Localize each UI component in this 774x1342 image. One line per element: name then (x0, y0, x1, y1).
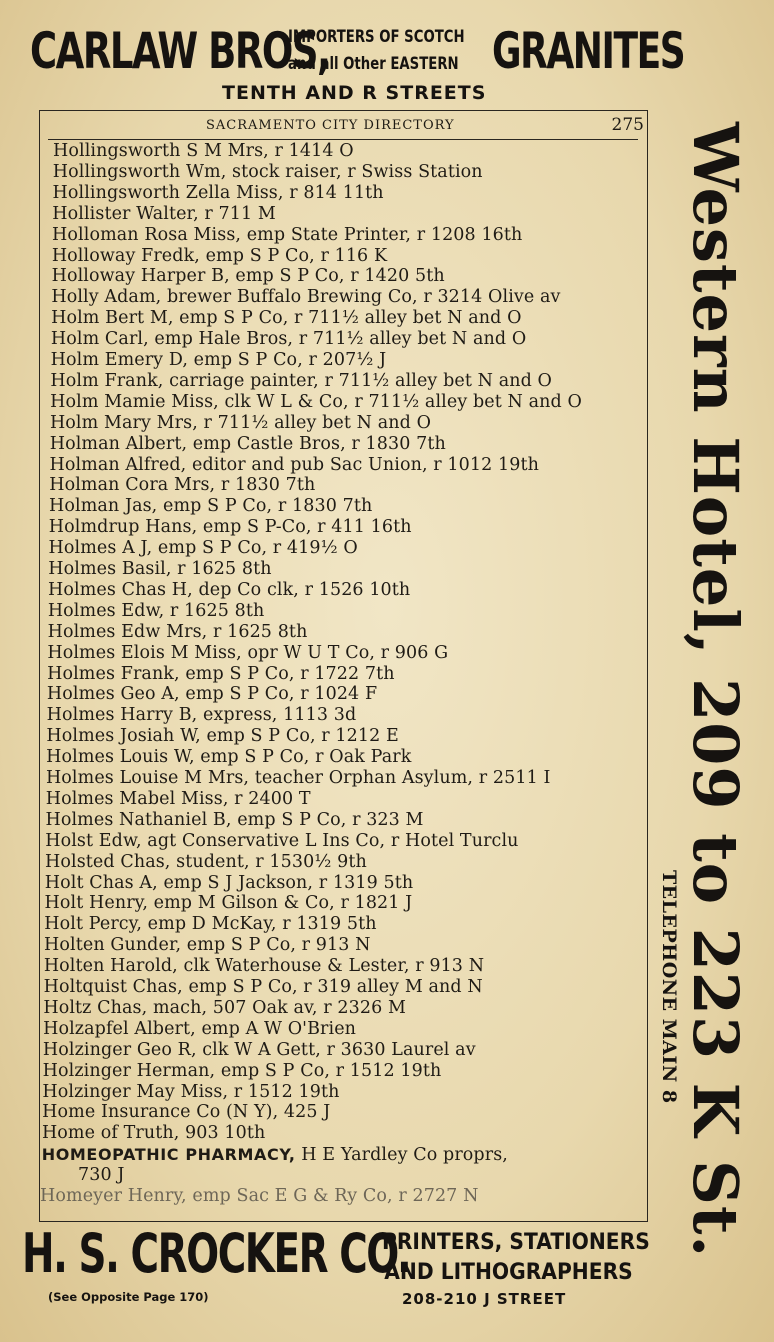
top-ad-company-name: CARLAW BROS, (30, 22, 330, 80)
bottom-ad-line1: PRINTERS, STATIONERS (382, 1230, 650, 1255)
list-item: Holmes Elois M Miss, opr W U T Co, r 906 G (47, 642, 449, 663)
list-item: Holman Albert, emp Castle Bros, r 1830 7th (49, 433, 446, 454)
list-item: Holmes Nathaniel B, emp S P Co, r 323 M (45, 809, 424, 830)
list-item: Holmes Louis W, emp S P Co, r Oak Park (46, 747, 412, 768)
top-ad-address: TENTH AND R STREETS (222, 82, 487, 104)
list-item: Home of Truth, 903 10th (41, 1123, 266, 1144)
list-item: Holmes A J, emp S P Co, r 419½ O (48, 538, 358, 559)
list-item: Holten Harold, clk Waterhouse & Lester, r 913 N (43, 956, 485, 977)
list-item: Holmes Basil, r 1625 8th (48, 559, 272, 579)
directory-title: SACRAMENTO CITY DIRECTORY (206, 118, 455, 133)
list-item: Holmes Mabel Miss, r 2400 T (45, 788, 311, 809)
list-item: Holsted Chas, student, r 1530½ 9th (45, 851, 367, 872)
list-item: Hollingsworth Wm, stock raiser, r Swiss Station (52, 161, 483, 182)
list-item: Holm Mary Mrs, r 711½ alley bet N and O (49, 412, 432, 433)
bottom-ad-line2: AND LITHOGRAPHERS (384, 1260, 633, 1285)
list-item: Holmes Louise M Mrs, teacher Orphan Asylum, r 2511 I (45, 768, 551, 788)
list-item: Holmes Frank, emp S P Co, r 1722 7th (47, 663, 395, 684)
list-item: Holly Adam, brewer Buffalo Brewing Co, r 3214 Olive av (51, 287, 561, 308)
list-item: Holzinger Geo R, clk W A Gett, r 3630 Laurel av (42, 1039, 476, 1060)
top-ad-product: GRANITES (492, 22, 685, 80)
list-item: Holm Carl, emp Hale Bros, r 711½ alley bet N and O (50, 329, 527, 350)
page-number: 275 (611, 115, 644, 135)
list-item: Holmes Josiah W, emp S P Co, r 1212 E (46, 726, 399, 747)
list-item: Holmes Chas H, dep Co clk, r 1526 10th (48, 579, 411, 600)
list-item: Holmes Geo A, emp S P Co, r 1024 F (46, 684, 378, 705)
list-item: Holzapfel Albert, emp A W O'Brien (43, 1018, 357, 1039)
list-item: Holt Percy, emp D McKay, r 1319 5th (44, 914, 377, 935)
list-item: Holzinger May Miss, r 1512 19th (42, 1081, 340, 1102)
list-item: Holman Cora Mrs, r 1830 7th (49, 475, 316, 496)
list-item: Holm Mamie Miss, clk W L & Co, r 711½ alley bet N and O (50, 391, 582, 412)
pharmacy-name: HOMEOPATHIC PHARMACY, (41, 1145, 296, 1165)
list-item: Hollingsworth S M Mrs, r 1414 O (53, 141, 354, 161)
list-item: Home Insurance Co (N Y), 425 J (42, 1102, 331, 1123)
list-item: Holman Alfred, editor and pub Sac Union, r 1012 19th (49, 454, 539, 475)
western-hotel-ad: Western Hotel, 209 to 223 K St. (679, 122, 752, 1259)
bottom-ad-company-name: H. S. CROCKER CO. (22, 1222, 411, 1285)
top-ad-line1: IMPORTERS OF SCOTCH (288, 27, 465, 47)
list-item: Holmdrup Hans, emp S P-Co, r 411 16th (48, 517, 412, 538)
list-item: Holt Henry, emp M Gilson & Co, r 1821 J (44, 893, 413, 914)
list-item: Holm Emery D, emp S P Co, r 207½ J (50, 350, 387, 370)
pharmacy-proprietor: H E Yardley Co proprs, (295, 1145, 508, 1166)
list-item: Holt Chas A, emp S J Jackson, r 1319 5th (44, 872, 414, 893)
pharmacy-entry (42, 1144, 508, 1166)
side-advertisement (650, 112, 770, 1259)
list-item: Holloway Fredk, emp S P Co, r 116 K (51, 245, 388, 266)
list-item: Holman Jas, emp S P Co, r 1830 7th (49, 496, 373, 517)
list-item: Holzinger Herman, emp S P Co, r 1512 19th (42, 1060, 442, 1081)
list-item: Holtquist Chas, emp S P Co, r 319 alley M and N (43, 977, 483, 997)
list-item: Holmes Edw, r 1625 8th (47, 600, 265, 621)
bottom-ad-address: 208-210 J STREET (402, 1290, 567, 1308)
top-ad-line2: and all Other EASTERN (288, 54, 459, 74)
list-item: Hollingsworth Zella Miss, r 814 11th (52, 182, 384, 203)
telephone-label: TELEPHONE MAIN 8 (658, 870, 680, 1104)
list-item: Holten Gunder, emp S P Co, r 913 N (44, 935, 371, 956)
list-item: Holtz Chas, mach, 507 Oak av, r 2326 M (43, 997, 407, 1018)
list-item: Holmes Harry B, express, 1113 3d (46, 705, 357, 726)
bottom-ad-note: (See Opposite Page 170) (48, 1290, 209, 1304)
list-item: Holloway Harper B, emp S P Co, r 1420 5th (51, 266, 445, 287)
list-item: Hollister Walter, r 711 M (52, 203, 276, 224)
list-item: Holm Bert M, emp S P Co, r 711½ alley bet N and O (51, 308, 522, 329)
bottom-ad-services (382, 1228, 650, 1288)
pharmacy-entry-continued: 730 J (78, 1165, 125, 1186)
list-item: Holst Edw, agt Conservative L Ins Co, r Hotel Turclu (45, 830, 519, 851)
list-item-faded: Homeyer Henry, emp Sac E G & Ry Co, r 2727 N (40, 1186, 479, 1206)
list-item: Holm Frank, carriage painter, r 711½ alley bet N and O (50, 370, 553, 391)
list-item: Holloman Rosa Miss, emp State Printer, r 1208 16th (52, 224, 523, 245)
list-item: Holmes Edw Mrs, r 1625 8th (47, 621, 308, 642)
bottom-advertisement (22, 1222, 662, 1332)
